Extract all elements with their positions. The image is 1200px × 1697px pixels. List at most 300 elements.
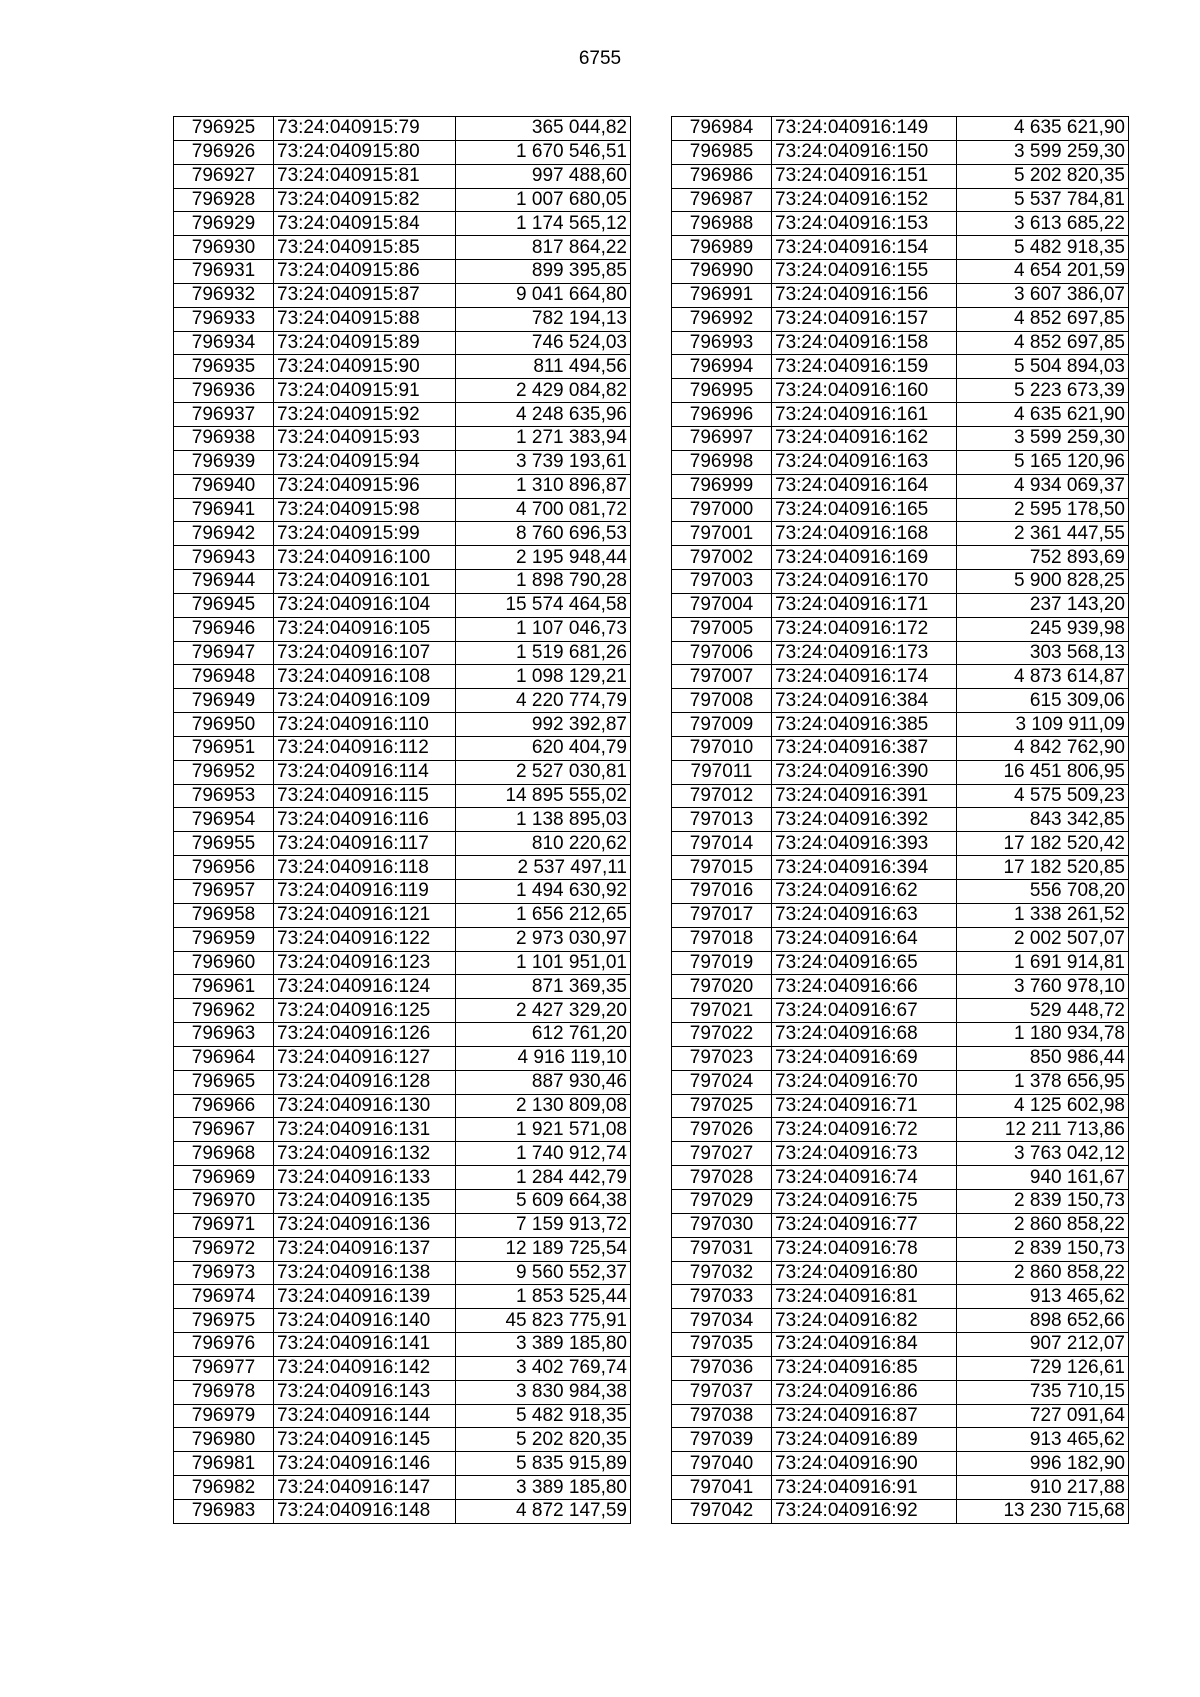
- cadastral-value: 4 635 621,90: [957, 403, 1129, 427]
- cadastral-value: 3 763 042,12: [957, 1142, 1129, 1166]
- cadastral-number: 73:24:040916:90: [772, 1452, 957, 1476]
- row-number: 796938: [174, 426, 274, 450]
- cadastral-number: 73:24:040916:162: [772, 426, 957, 450]
- cadastral-number: 73:24:040916:117: [274, 832, 456, 856]
- cadastral-value: 1 898 790,28: [456, 570, 631, 594]
- cadastral-value: 16 451 806,95: [957, 760, 1129, 784]
- table-row: [174, 1118, 631, 1142]
- cadastral-number: 73:24:040916:384: [772, 689, 957, 713]
- cadastral-value: 17 182 520,85: [957, 856, 1129, 880]
- cadastral-value: 1 107 046,73: [456, 617, 631, 641]
- row-number: 796968: [174, 1142, 274, 1166]
- table-row: [174, 1261, 631, 1285]
- cadastral-value: 4 654 201,59: [957, 260, 1129, 284]
- row-number: 797007: [672, 665, 772, 689]
- row-number: 796958: [174, 903, 274, 927]
- cadastral-value: 997 488,60: [456, 164, 631, 188]
- row-number: 797030: [672, 1213, 772, 1237]
- cadastral-number: 73:24:040916:101: [274, 570, 456, 594]
- row-number: 797015: [672, 856, 772, 880]
- cadastral-value: 1 691 914,81: [957, 951, 1129, 975]
- cadastral-number: 73:24:040916:123: [274, 951, 456, 975]
- cadastral-number: 73:24:040916:133: [274, 1166, 456, 1190]
- table-row: [174, 1452, 631, 1476]
- cadastral-number: 73:24:040916:89: [772, 1428, 957, 1452]
- cadastral-value: 907 212,07: [957, 1333, 1129, 1357]
- row-number: 797010: [672, 736, 772, 760]
- table-row: [672, 880, 1129, 904]
- table-row: [672, 1452, 1129, 1476]
- cadastral-number: 73:24:040916:173: [772, 641, 957, 665]
- row-number: 796935: [174, 355, 274, 379]
- table-row: [672, 1070, 1129, 1094]
- cadastral-number: 73:24:040916:108: [274, 665, 456, 689]
- cadastral-number: 73:24:040916:147: [274, 1476, 456, 1500]
- table-row: [174, 450, 631, 474]
- cadastral-value: 13 230 715,68: [957, 1499, 1129, 1523]
- cadastral-value: 7 159 913,72: [456, 1213, 631, 1237]
- row-number: 796994: [672, 355, 772, 379]
- cadastral-number: 73:24:040915:85: [274, 236, 456, 260]
- cadastral-value: 45 823 775,91: [456, 1309, 631, 1333]
- table-row: [672, 1189, 1129, 1213]
- row-number: 796948: [174, 665, 274, 689]
- cadastral-value: 5 482 918,35: [456, 1404, 631, 1428]
- cadastral-number: 73:24:040916:81: [772, 1285, 957, 1309]
- table-row: [174, 1046, 631, 1070]
- row-number: 797009: [672, 713, 772, 737]
- table-row: [672, 808, 1129, 832]
- row-number: 796992: [672, 307, 772, 331]
- table-row: [672, 1380, 1129, 1404]
- row-number: 796964: [174, 1046, 274, 1070]
- cadastral-number: 73:24:040916:132: [274, 1142, 456, 1166]
- table-row: [672, 832, 1129, 856]
- cadastral-value: 2 130 809,08: [456, 1094, 631, 1118]
- table-row: [672, 260, 1129, 284]
- row-number: 797022: [672, 1023, 772, 1047]
- table-row: [672, 1356, 1129, 1380]
- cadastral-number: 73:24:040915:82: [274, 188, 456, 212]
- cadastral-value: 14 895 555,02: [456, 784, 631, 808]
- row-number: 796961: [174, 975, 274, 999]
- table-row: [672, 379, 1129, 403]
- cadastral-number: 73:24:040916:128: [274, 1070, 456, 1094]
- cadastral-value: 2 839 150,73: [957, 1189, 1129, 1213]
- table-row: [174, 832, 631, 856]
- table-row: [174, 474, 631, 498]
- cadastral-number: 73:24:040915:80: [274, 140, 456, 164]
- cadastral-value: 3 389 185,80: [456, 1476, 631, 1500]
- cadastral-value: 1 271 383,94: [456, 426, 631, 450]
- row-number: 796977: [174, 1356, 274, 1380]
- table-row: [672, 164, 1129, 188]
- cadastral-value: 5 609 664,38: [456, 1189, 631, 1213]
- table-row: [174, 188, 631, 212]
- cadastral-number: 73:24:040916:152: [772, 188, 957, 212]
- row-number: 796951: [174, 736, 274, 760]
- table-row: [672, 474, 1129, 498]
- row-number: 796925: [174, 117, 274, 141]
- cadastral-value: 620 404,79: [456, 736, 631, 760]
- cadastral-number: 73:24:040916:145: [274, 1428, 456, 1452]
- row-number: 796949: [174, 689, 274, 713]
- table-row: [672, 283, 1129, 307]
- cadastral-number: 73:24:040915:84: [274, 212, 456, 236]
- cadastral-value: 1 138 895,03: [456, 808, 631, 832]
- cadastral-value: 2 595 178,50: [957, 498, 1129, 522]
- row-number: 796972: [174, 1237, 274, 1261]
- table-row: [174, 784, 631, 808]
- row-number: 797023: [672, 1046, 772, 1070]
- table-row: [672, 927, 1129, 951]
- cadastral-number: 73:24:040916:156: [772, 283, 957, 307]
- row-number: 796954: [174, 808, 274, 832]
- cadastral-number: 73:24:040916:116: [274, 808, 456, 832]
- table-row: [174, 808, 631, 832]
- table-row: [174, 1333, 631, 1357]
- table-row: [672, 570, 1129, 594]
- cadastral-value: 4 842 762,90: [957, 736, 1129, 760]
- cadastral-number: 73:24:040916:68: [772, 1023, 957, 1047]
- row-number: 796999: [672, 474, 772, 498]
- table-row: [174, 355, 631, 379]
- table-row: [174, 546, 631, 570]
- row-number: 797025: [672, 1094, 772, 1118]
- cadastral-number: 73:24:040916:115: [274, 784, 456, 808]
- cadastral-number: 73:24:040916:170: [772, 570, 957, 594]
- cadastral-number: 73:24:040916:63: [772, 903, 957, 927]
- table-row: [174, 975, 631, 999]
- row-number: 796932: [174, 283, 274, 307]
- cadastral-number: 73:24:040916:85: [772, 1356, 957, 1380]
- cadastral-value: 3 760 978,10: [957, 975, 1129, 999]
- cadastral-value: 4 852 697,85: [957, 307, 1129, 331]
- table-row: [174, 665, 631, 689]
- cadastral-number: 73:24:040916:86: [772, 1380, 957, 1404]
- table-row: [672, 188, 1129, 212]
- row-number: 796960: [174, 951, 274, 975]
- cadastral-number: 73:24:040916:72: [772, 1118, 957, 1142]
- cadastral-value: 2 429 084,82: [456, 379, 631, 403]
- row-number: 796980: [174, 1428, 274, 1452]
- cadastral-number: 73:24:040916:105: [274, 617, 456, 641]
- table-row: [672, 689, 1129, 713]
- row-number: 796944: [174, 570, 274, 594]
- table-row: [174, 1380, 631, 1404]
- cadastral-value: 1 740 912,74: [456, 1142, 631, 1166]
- table-row: [672, 1094, 1129, 1118]
- row-number: 797001: [672, 522, 772, 546]
- row-number: 796928: [174, 188, 274, 212]
- cadastral-value: 556 708,20: [957, 880, 1129, 904]
- cadastral-value: 9 560 552,37: [456, 1261, 631, 1285]
- row-number: 796982: [174, 1476, 274, 1500]
- table-row: [174, 570, 631, 594]
- cadastral-number: 73:24:040916:109: [274, 689, 456, 713]
- cadastral-number: 73:24:040916:387: [772, 736, 957, 760]
- cadastral-number: 73:24:040916:73: [772, 1142, 957, 1166]
- cadastral-number: 73:24:040915:93: [274, 426, 456, 450]
- row-number: 796993: [672, 331, 772, 355]
- cadastral-value: 1 656 212,65: [456, 903, 631, 927]
- cadastral-number: 73:24:040916:148: [274, 1499, 456, 1523]
- cadastral-value: 1 284 442,79: [456, 1166, 631, 1190]
- cadastral-value: 8 760 696,53: [456, 522, 631, 546]
- row-number: 796930: [174, 236, 274, 260]
- cadastral-value: 899 395,85: [456, 260, 631, 284]
- cadastral-number: 73:24:040916:149: [772, 117, 957, 141]
- table-row: [174, 1428, 631, 1452]
- registry-table-right: [671, 116, 1129, 1524]
- cadastral-value: 2 195 948,44: [456, 546, 631, 570]
- table-row: [672, 1261, 1129, 1285]
- table-row: [174, 999, 631, 1023]
- cadastral-number: 73:24:040915:86: [274, 260, 456, 284]
- row-number: 797002: [672, 546, 772, 570]
- table-row: [174, 522, 631, 546]
- cadastral-number: 73:24:040916:154: [772, 236, 957, 260]
- row-number: 796983: [174, 1499, 274, 1523]
- table-row: [672, 1285, 1129, 1309]
- table-row: [672, 546, 1129, 570]
- row-number: 797039: [672, 1428, 772, 1452]
- cadastral-number: 73:24:040916:110: [274, 713, 456, 737]
- table-row: [672, 1023, 1129, 1047]
- table-row: [174, 164, 631, 188]
- registry-table-right-body: [672, 117, 1129, 1524]
- cadastral-number: 73:24:040916:130: [274, 1094, 456, 1118]
- table-row: [672, 665, 1129, 689]
- cadastral-value: 727 091,64: [957, 1404, 1129, 1428]
- cadastral-number: 73:24:040916:100: [274, 546, 456, 570]
- cadastral-number: 73:24:040916:159: [772, 355, 957, 379]
- row-number: 796966: [174, 1094, 274, 1118]
- row-number: 796996: [672, 403, 772, 427]
- cadastral-value: 817 864,22: [456, 236, 631, 260]
- table-row: [174, 1189, 631, 1213]
- cadastral-value: 9 041 664,80: [456, 283, 631, 307]
- table-row: [174, 856, 631, 880]
- row-number: 797013: [672, 808, 772, 832]
- row-number: 797037: [672, 1380, 772, 1404]
- cadastral-number: 73:24:040916:171: [772, 593, 957, 617]
- row-number: 797000: [672, 498, 772, 522]
- table-row: [672, 736, 1129, 760]
- row-number: 797032: [672, 1261, 772, 1285]
- cadastral-number: 73:24:040916:390: [772, 760, 957, 784]
- cadastral-number: 73:24:040916:126: [274, 1023, 456, 1047]
- row-number: 796976: [174, 1333, 274, 1357]
- row-number: 797041: [672, 1476, 772, 1500]
- row-number: 796926: [174, 140, 274, 164]
- cadastral-number: 73:24:040916:168: [772, 522, 957, 546]
- row-number: 797024: [672, 1070, 772, 1094]
- cadastral-number: 73:24:040916:161: [772, 403, 957, 427]
- table-row: [672, 713, 1129, 737]
- row-number: 796969: [174, 1166, 274, 1190]
- cadastral-number: 73:24:040916:157: [772, 307, 957, 331]
- row-number: 796933: [174, 307, 274, 331]
- cadastral-number: 73:24:040916:114: [274, 760, 456, 784]
- cadastral-value: 3 599 259,30: [957, 140, 1129, 164]
- row-number: 797004: [672, 593, 772, 617]
- table-row: [672, 784, 1129, 808]
- table-row: [672, 1213, 1129, 1237]
- cadastral-value: 871 369,35: [456, 975, 631, 999]
- row-number: 797008: [672, 689, 772, 713]
- table-row: [174, 1142, 631, 1166]
- row-number: 796956: [174, 856, 274, 880]
- cadastral-number: 73:24:040916:164: [772, 474, 957, 498]
- table-row: [174, 1213, 631, 1237]
- table-row: [672, 1333, 1129, 1357]
- cadastral-value: 17 182 520,42: [957, 832, 1129, 856]
- cadastral-number: 73:24:040916:158: [772, 331, 957, 355]
- table-row: [672, 641, 1129, 665]
- row-number: 797016: [672, 880, 772, 904]
- cadastral-number: 73:24:040916:118: [274, 856, 456, 880]
- row-number: 796989: [672, 236, 772, 260]
- table-row: [672, 1142, 1129, 1166]
- cadastral-number: 73:24:040916:144: [274, 1404, 456, 1428]
- cadastral-value: 1 670 546,51: [456, 140, 631, 164]
- cadastral-value: 913 465,62: [957, 1428, 1129, 1452]
- table-row: [672, 856, 1129, 880]
- cadastral-value: 898 652,66: [957, 1309, 1129, 1333]
- cadastral-number: 73:24:040916:385: [772, 713, 957, 737]
- cadastral-value: 3 739 193,61: [456, 450, 631, 474]
- cadastral-value: 746 524,03: [456, 331, 631, 355]
- row-number: 796986: [672, 164, 772, 188]
- table-row: [174, 641, 631, 665]
- cadastral-number: 73:24:040916:392: [772, 808, 957, 832]
- row-number: 796929: [174, 212, 274, 236]
- cadastral-number: 73:24:040915:96: [274, 474, 456, 498]
- cadastral-value: 910 217,88: [957, 1476, 1129, 1500]
- table-row: [174, 1285, 631, 1309]
- cadastral-number: 73:24:040915:89: [274, 331, 456, 355]
- cadastral-value: 612 761,20: [456, 1023, 631, 1047]
- row-number: 796988: [672, 212, 772, 236]
- cadastral-number: 73:24:040916:62: [772, 880, 957, 904]
- cadastral-number: 73:24:040916:124: [274, 975, 456, 999]
- row-number: 796981: [174, 1452, 274, 1476]
- cadastral-value: 303 568,13: [957, 641, 1129, 665]
- cadastral-number: 73:24:040916:112: [274, 736, 456, 760]
- cadastral-number: 73:24:040915:88: [274, 307, 456, 331]
- cadastral-number: 73:24:040916:87: [772, 1404, 957, 1428]
- cadastral-value: 5 202 820,35: [456, 1428, 631, 1452]
- row-number: 796973: [174, 1261, 274, 1285]
- registry-table-left: [173, 116, 631, 1524]
- cadastral-number: 73:24:040916:127: [274, 1046, 456, 1070]
- cadastral-value: 3 599 259,30: [957, 426, 1129, 450]
- table-row: [174, 236, 631, 260]
- cadastral-value: 992 392,87: [456, 713, 631, 737]
- table-row: [174, 260, 631, 284]
- cadastral-number: 73:24:040916:153: [772, 212, 957, 236]
- cadastral-number: 73:24:040915:92: [274, 403, 456, 427]
- cadastral-value: 5 537 784,81: [957, 188, 1129, 212]
- cadastral-number: 73:24:040916:125: [274, 999, 456, 1023]
- table-row: [672, 307, 1129, 331]
- row-number: 796941: [174, 498, 274, 522]
- table-row: [672, 1428, 1129, 1452]
- cadastral-value: 4 575 509,23: [957, 784, 1129, 808]
- row-number: 796978: [174, 1380, 274, 1404]
- row-number: 797036: [672, 1356, 772, 1380]
- cadastral-number: 73:24:040916:163: [772, 450, 957, 474]
- cadastral-number: 73:24:040915:90: [274, 355, 456, 379]
- cadastral-value: 2 427 329,20: [456, 999, 631, 1023]
- row-number: 796939: [174, 450, 274, 474]
- row-number: 796974: [174, 1285, 274, 1309]
- table-row: [174, 1476, 631, 1500]
- table-row: [672, 522, 1129, 546]
- table-row: [672, 1309, 1129, 1333]
- row-number: 796931: [174, 260, 274, 284]
- cadastral-value: 1 174 565,12: [456, 212, 631, 236]
- row-number: 797033: [672, 1285, 772, 1309]
- cadastral-value: 1 101 951,01: [456, 951, 631, 975]
- row-number: 796959: [174, 927, 274, 951]
- table-row: [672, 331, 1129, 355]
- cadastral-number: 73:24:040916:131: [274, 1118, 456, 1142]
- cadastral-value: 3 830 984,38: [456, 1380, 631, 1404]
- table-row: [672, 1046, 1129, 1070]
- cadastral-number: 73:24:040916:150: [772, 140, 957, 164]
- row-number: 797038: [672, 1404, 772, 1428]
- table-row: [672, 140, 1129, 164]
- table-row: [174, 1023, 631, 1047]
- row-number: 797026: [672, 1118, 772, 1142]
- table-row: [672, 1166, 1129, 1190]
- cadastral-number: 73:24:040916:64: [772, 927, 957, 951]
- cadastral-value: 4 635 621,90: [957, 117, 1129, 141]
- row-number: 796943: [174, 546, 274, 570]
- cadastral-value: 1 310 896,87: [456, 474, 631, 498]
- row-number: 796945: [174, 593, 274, 617]
- cadastral-number: 73:24:040916:75: [772, 1189, 957, 1213]
- cadastral-value: 752 893,69: [957, 546, 1129, 570]
- table-row: [672, 403, 1129, 427]
- cadastral-value: 4 934 069,37: [957, 474, 1129, 498]
- cadastral-number: 73:24:040916:119: [274, 880, 456, 904]
- row-number: 796979: [174, 1404, 274, 1428]
- cadastral-value: 996 182,90: [957, 1452, 1129, 1476]
- row-number: 797027: [672, 1142, 772, 1166]
- cadastral-value: 4 916 119,10: [456, 1046, 631, 1070]
- cadastral-value: 4 872 147,59: [456, 1499, 631, 1523]
- row-number: 796971: [174, 1213, 274, 1237]
- row-number: 797020: [672, 975, 772, 999]
- row-number: 797029: [672, 1189, 772, 1213]
- table-row: [174, 617, 631, 641]
- cadastral-value: 735 710,15: [957, 1380, 1129, 1404]
- row-number: 796955: [174, 832, 274, 856]
- cadastral-value: 2 537 497,11: [456, 856, 631, 880]
- cadastral-value: 1 378 656,95: [957, 1070, 1129, 1094]
- table-row: [672, 903, 1129, 927]
- cadastral-number: 73:24:040916:80: [772, 1261, 957, 1285]
- row-number: 796998: [672, 450, 772, 474]
- table-row: [174, 426, 631, 450]
- row-number: 797021: [672, 999, 772, 1023]
- row-number: 796987: [672, 188, 772, 212]
- cadastral-value: 810 220,62: [456, 832, 631, 856]
- cadastral-number: 73:24:040915:81: [274, 164, 456, 188]
